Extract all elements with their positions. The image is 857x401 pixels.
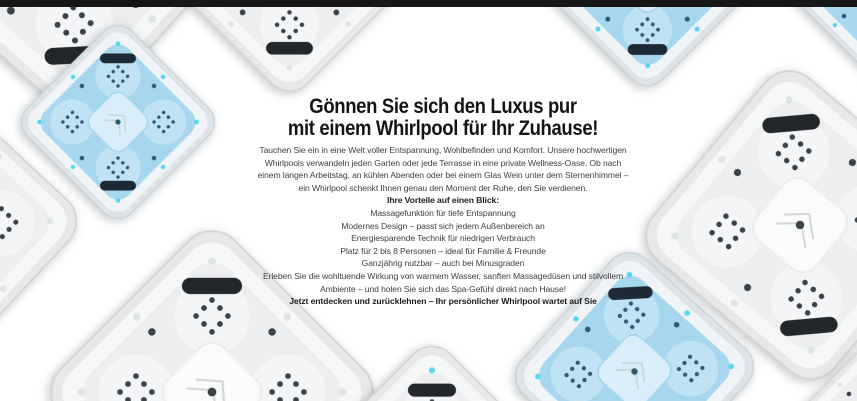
hero-copy — [254, 95, 632, 308]
hot-tub-photo-blue-top-right — [531, 0, 764, 96]
cta-text: Jetzt entdecken und zurücklehnen – Ihr persönlicher Whirlpool wartet auf Sie — [289, 296, 597, 307]
intro-paragraph: Tauchen Sie ein in eine Welt voller Entspannung, Wohlbefinden und Komfort. Unsere hochwertigen Whirlpools verwandeln jeden Garten oder jede Terrasse in eine private Wellness-Oase. Ob nach einem langen Arbeitstag, an kühlen Abenden oder bei einem Glas Wein unter dem Sternenhimmel – ein Whirlpool schenkt Ihnen genau den Moment der Ruhe, den Sie verdienen. — [257, 145, 629, 193]
benefit-item: Energiesparende Technik für niedrigen Verbrauch — [351, 233, 535, 244]
page-title — [280, 95, 605, 139]
benefit-item: Massagefunktion für tiefe Entspannung — [370, 207, 516, 218]
top-bar — [0, 0, 857, 7]
page-title-line-2: mit einem Whirlpool für Ihr Zuhause! — [287, 116, 599, 140]
page-title-line-1: Gönnen Sie sich den Luxus pur — [309, 94, 577, 118]
hot-tub-photo-top-center — [152, 0, 428, 103]
benefit-item: Ganzjährig nutzbar – auch bei Minusgraden — [361, 258, 525, 269]
benefits-list — [254, 207, 632, 270]
benefits-title: Ihre Vorteile auf einen Blick: — [387, 195, 499, 206]
outro-paragraph: Erleben Sie die wohltuende Wirkung von warmem Wasser, sanften Massagedüsen und stilvollem Ambiente – und holen Sie sich das Spa-Gefühl direkt nach Hause! — [262, 270, 624, 294]
benefit-item: Platz für 2 bis 8 Personen – ideal für Familie & Freunde — [340, 245, 546, 256]
benefit-item: Modernes Design – passt sich jedem Außenbereich an — [341, 220, 545, 231]
